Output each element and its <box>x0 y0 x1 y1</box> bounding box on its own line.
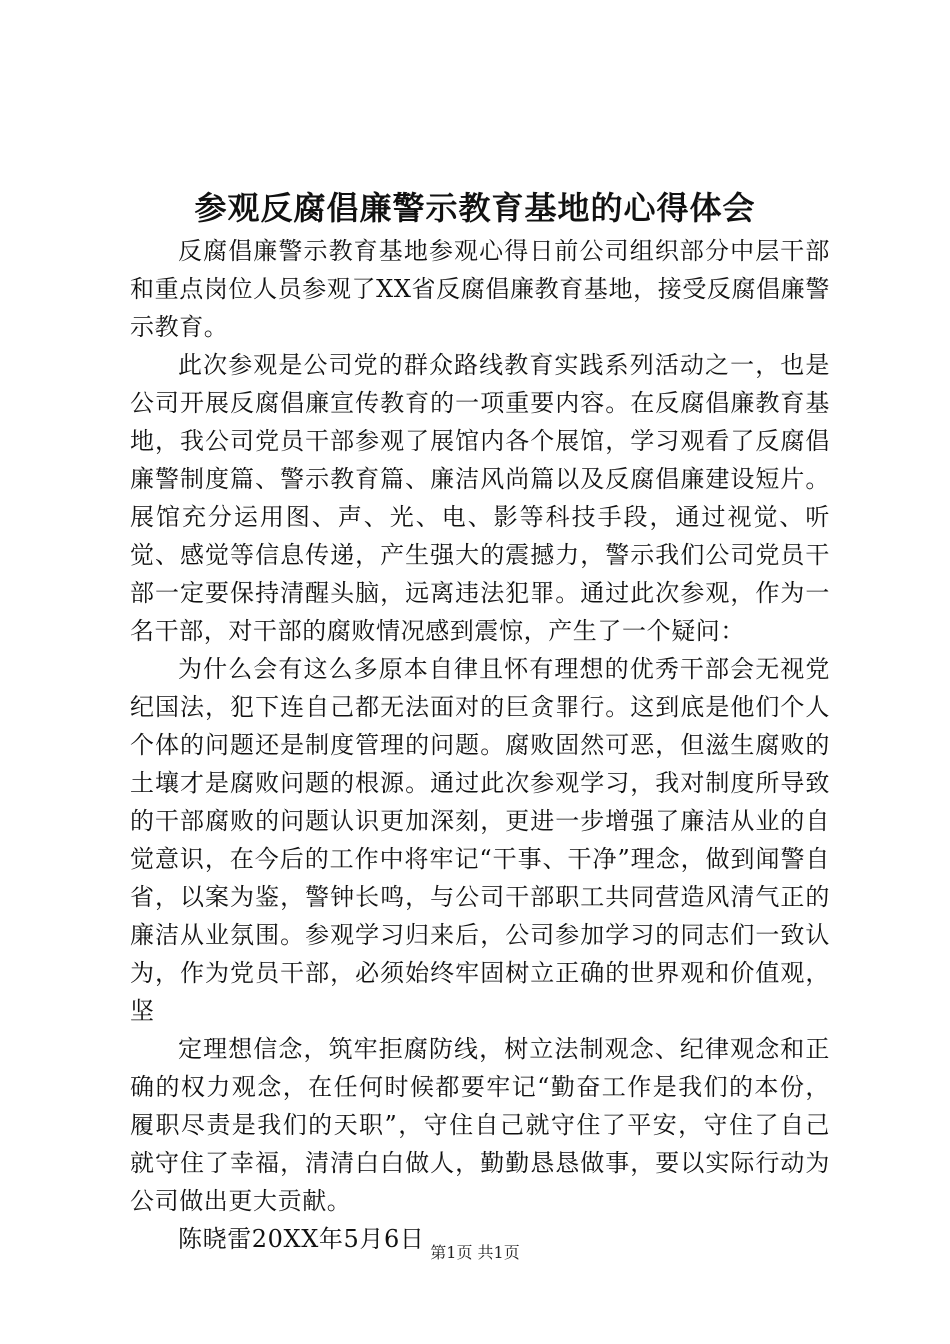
document-body <box>130 232 830 1258</box>
paragraph-3: 为什么会有这么多原本自律且怀有理想的优秀干部会无视党纪国法，犯下连自己都无法面对的巨贪罪行。这到底是他们个人个体的问题还是制度管理的问题。腐败固然可恶，但滋生腐败的土壤才是腐败问题的根源。通过此次参观学习，我对制度所导致的干部腐败的问题认识更加深刻，更进一步增强了廉洁从业的自觉意识，在今后的工作中将牢记“干事、干净”理念，做到闻警自省，以案为鉴，警钟长鸣，与公司干部职工共同营造风清气正的廉洁从业氛围。参观学习归来后，公司参加学习的同志们一致认为，作为党员干部，必须始终牢固树立正确的世界观和价值观，坚 <box>130 655 830 1025</box>
paragraph-4: 定理想信念，筑牢拒腐防线，树立法制观念、纪律观念和正确的权力观念，在任何时候都要牢记“勤奋工作是我们的本份，履职尽责是我们的天职”，守住自己就守住了平安，守住了自己就守住了幸福，清清白白做人，勤勤恳恳做事，要以实际行动为公司做出更大贡献。 <box>130 1035 830 1215</box>
paragraph-1: 反腐倡廉警示教育基地参观心得日前公司组织部分中层干部和重点岗位人员参观了XX省反腐倡廉教育基地，接受反腐倡廉警示教育。 <box>130 237 830 341</box>
signature-date: 陈晓雷20XX年5月6日 <box>178 1225 425 1253</box>
document-title: 参观反腐倡廉警示教育基地的心得体会 <box>194 189 756 227</box>
paragraph-2: 此次参观是公司党的群众路线教育实践系列活动之一，也是公司开展反腐倡廉宣传教育的一项重要内容。在反腐倡廉教育基地，我公司党员干部参观了展馆内各个展馆，学习观看了反腐倡廉警制度篇、警示教育篇、廉洁风尚篇以及反腐倡廉建设短片。展馆充分运用图、声、光、电、影等科技手段，通过视觉、听觉、感觉等信息传递，产生强大的震撼力，警示我们公司党员干部一定要保持清醒头脑，远离违法犯罪。通过此次参观，作为一名干部，对干部的腐败情况感到震惊，产生了一个疑问： <box>130 351 830 645</box>
page-footer: 第1页 共1页 <box>430 1243 520 1262</box>
